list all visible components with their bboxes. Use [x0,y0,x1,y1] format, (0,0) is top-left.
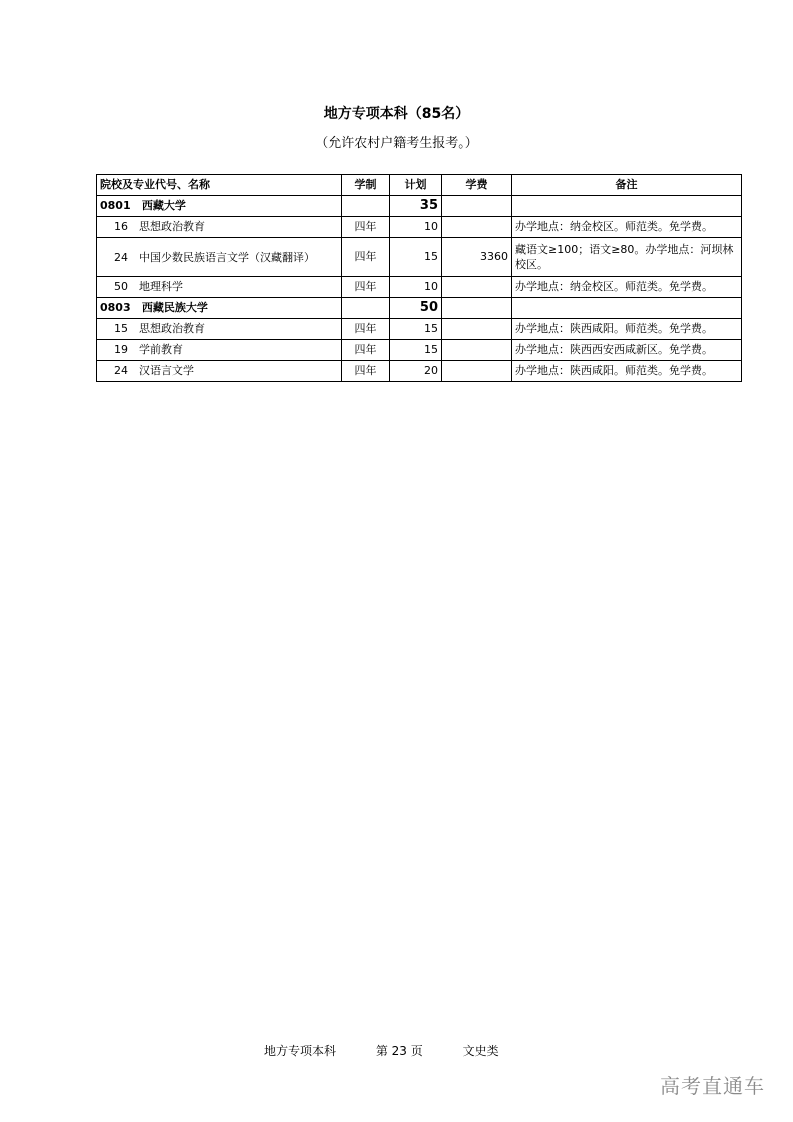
plan-cell: 15 [390,238,442,277]
table-row-major [97,277,742,298]
page-footer [264,1042,535,1059]
fee-cell [442,340,512,361]
footer-page-number: 第 23 页 [375,1044,423,1058]
duration-cell: 四年 [342,340,390,361]
major-name: 思想政治教育 [139,220,205,233]
major-code: 19 [114,343,128,356]
header-name: 院校及专业代号、名称 [97,175,342,196]
plan-cell: 15 [390,319,442,340]
plan-cell: 50 [390,298,442,319]
footer-section: 地方专项本科 [264,1044,337,1058]
fee-cell [442,361,512,382]
major-name: 中国少数民族语言文学（汉藏翻译） [139,250,315,264]
header-duration: 学制 [342,175,390,196]
major-name: 思想政治教育 [139,322,205,335]
plan-cell: 10 [390,217,442,238]
major-cell [97,340,342,361]
school-cell [97,298,342,319]
fee-cell [442,319,512,340]
plan-cell: 10 [390,277,442,298]
table-row-major [97,319,742,340]
duration-cell: 四年 [342,319,390,340]
major-name: 汉语言文学 [139,364,194,377]
table-row-major [97,361,742,382]
remark-cell: 办学地点：纳金校区。师范类。免学费。 [512,217,742,238]
table-header-row [97,175,742,196]
major-code: 15 [114,322,128,335]
remark-cell: 办学地点：纳金校区。师范类。免学费。 [512,277,742,298]
watermark-text: 高考直通车 [660,1074,765,1098]
table-row-school [97,298,742,319]
major-cell [97,277,342,298]
remark-cell: 藏语文≥100；语文≥80。办学地点：河坝林校区。 [512,238,742,277]
duration-cell: 四年 [342,277,390,298]
page-title: 地方专项本科（85名） [323,106,470,122]
major-cell [97,238,342,277]
duration-cell: 四年 [342,217,390,238]
remark-cell [512,298,742,319]
remark-cell [512,196,742,217]
fee-cell [442,277,512,298]
major-name: 地理科学 [139,280,183,293]
plan-cell: 15 [390,340,442,361]
admissions-table [96,174,742,382]
major-cell [97,361,342,382]
fee-cell [442,298,512,319]
school-cell [97,196,342,217]
page-subtitle: （允许农村户籍考生报考。） [315,136,478,151]
major-cell [97,217,342,238]
header-fee: 学费 [442,175,512,196]
duration-cell: 四年 [342,238,390,277]
table-row-major [97,217,742,238]
major-name: 学前教育 [139,343,183,356]
remark-cell: 办学地点：陕西咸阳。师范类。免学费。 [512,361,742,382]
table-row-major [97,238,742,277]
major-code: 16 [114,220,128,233]
fee-cell [442,196,512,217]
remark-cell: 办学地点：陕西西安西咸新区。免学费。 [512,340,742,361]
remark-cell: 办学地点：陕西咸阳。师范类。免学费。 [512,319,742,340]
school-name: 西藏大学 [141,199,186,212]
table-row-school [97,196,742,217]
major-code: 24 [114,250,128,264]
plan-cell: 20 [390,361,442,382]
major-cell [97,319,342,340]
fee-cell: 3360 [442,238,512,277]
fee-cell [442,217,512,238]
major-code: 24 [114,364,128,377]
plan-cell: 35 [390,196,442,217]
major-code: 50 [114,280,128,293]
duration-cell [342,298,390,319]
school-code: 0801 [100,199,131,212]
header-remark: 备注 [512,175,742,196]
school-code: 0803 [100,301,131,314]
duration-cell [342,196,390,217]
table-row-major [97,340,742,361]
school-name: 西藏民族大学 [141,301,208,314]
duration-cell: 四年 [342,361,390,382]
header-plan: 计划 [390,175,442,196]
footer-category: 文史类 [462,1044,499,1058]
